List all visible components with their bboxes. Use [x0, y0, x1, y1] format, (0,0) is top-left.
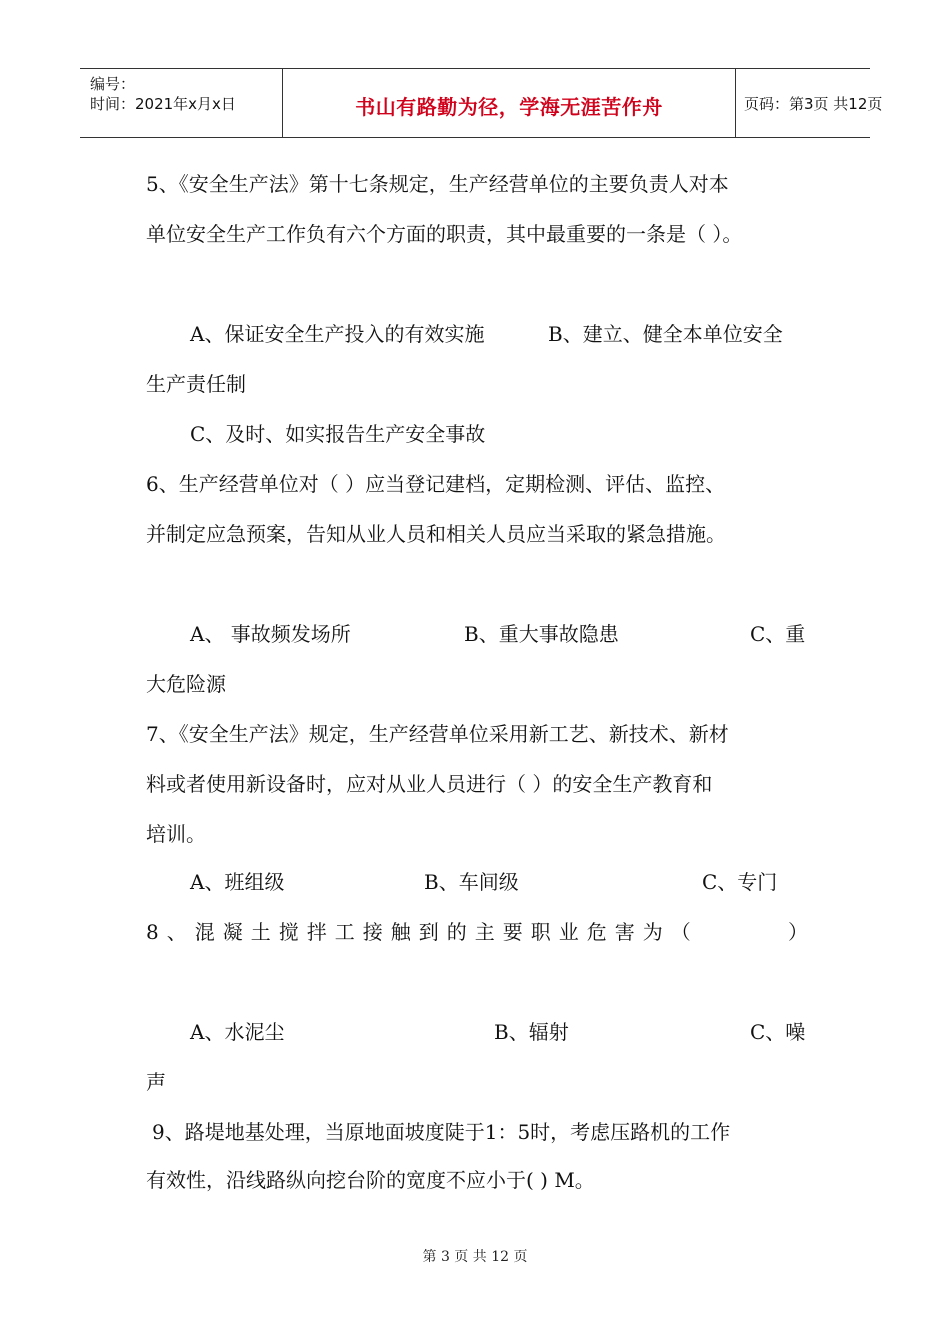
- question-7-line-1: 7、《安全生产法》规定，生产经营单位采用新工艺、新技术、新材: [146, 722, 729, 746]
- question-5-line-2: 单位安全生产工作负有六个方面的职责，其中最重要的一条是（ ）。: [146, 222, 743, 246]
- q7-option-a: A、班组级: [190, 870, 285, 894]
- question-9-line-2: 有效性，沿线路纵向挖台阶的宽度不应小于( ) M。: [146, 1168, 595, 1192]
- header-left-cell: [80, 69, 282, 137]
- question-7-line-3: 培训。: [146, 822, 206, 846]
- question-8: 8、混凝土搅拌工接触到的主要职业危害为（: [146, 920, 699, 944]
- q7-option-c: C、专门: [702, 870, 778, 894]
- q8-option-c-cont: 声: [146, 1070, 166, 1094]
- question-6-line-2: 并制定应急预案，告知从业人员和相关人员应当采取的紧急措施。: [146, 522, 726, 546]
- q5-option-c: C、及时、如实报告生产安全事故: [190, 422, 486, 446]
- header-right-cell: [734, 69, 883, 137]
- q5-option-b-cont: 生产责任制: [146, 372, 246, 396]
- q8-option-a: A、水泥尘: [190, 1020, 285, 1044]
- q6-option-b: B、重大事故隐患: [464, 622, 619, 646]
- q8-option-b: B、辐射: [494, 1020, 569, 1044]
- q5-option-a: A、保证安全生产投入的有效实施: [190, 322, 485, 346]
- q8-option-c: C、噪: [750, 1020, 806, 1044]
- header-motto-cell: [282, 69, 736, 137]
- question-5-line-1: 5、《安全生产法》第十七条规定，生产经营单位的主要负责人对本: [146, 172, 729, 196]
- page-footer: 第 3 页 共 12 页: [422, 1249, 528, 1265]
- question-9-line-1: 9、路堤地基处理，当原地面坡度陡于1：5时，考虑压路机的工作: [152, 1120, 731, 1144]
- question-6-line-1: 6、生产经营单位对（ ）应当登记建档，定期检测、评估、监控、: [146, 472, 726, 496]
- number-label: 编号：: [90, 75, 136, 93]
- q6-option-c: C、重: [750, 622, 806, 646]
- q6-option-a: A、 事故频发场所: [190, 622, 351, 646]
- q7-option-b: B、车间级: [424, 870, 519, 894]
- page-header: [80, 68, 883, 138]
- page-code: 页码：第3页 共12页: [744, 95, 883, 113]
- q5-option-b: B、建立、健全本单位安全: [548, 322, 783, 346]
- motto: 书山有路勤为径，学海无涯苦作舟: [355, 95, 663, 119]
- q6-option-c-cont: 大危险源: [146, 672, 226, 696]
- time-label: 时间：2021年x月x日: [90, 95, 236, 113]
- question-7-line-2: 料或者使用新设备时，应对从业人员进行（ ）的安全生产教育和: [146, 772, 713, 796]
- question-8-close-paren: ）: [788, 920, 808, 944]
